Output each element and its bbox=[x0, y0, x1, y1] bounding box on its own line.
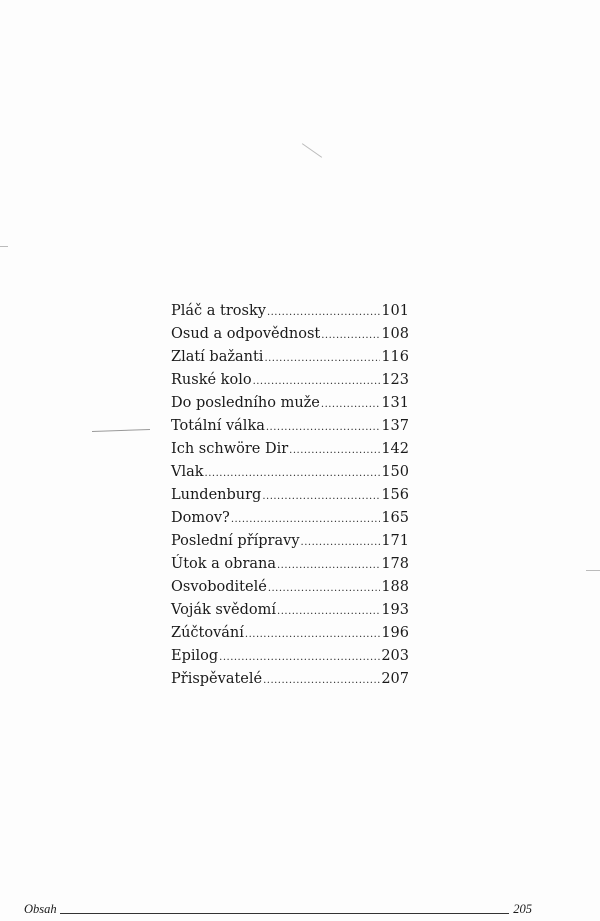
toc-entry bbox=[171, 599, 409, 622]
toc-dot-leader bbox=[277, 600, 380, 623]
footer-rule bbox=[60, 913, 510, 914]
toc-entry bbox=[171, 438, 409, 461]
toc-entry-page-number: 150 bbox=[381, 464, 409, 480]
toc-dot-leader bbox=[321, 393, 380, 416]
toc-entry-page-number: 123 bbox=[381, 372, 409, 388]
toc-entry-page-number: 142 bbox=[381, 441, 409, 457]
toc-entry-page-number: 131 bbox=[381, 395, 409, 411]
toc-dot-leader bbox=[277, 554, 380, 577]
toc-dot-leader bbox=[231, 508, 381, 531]
toc-entry-title: Pláč a trosky bbox=[171, 303, 266, 319]
toc-entry-title: Voják svědomí bbox=[171, 602, 277, 618]
toc-entry-title: Vlak bbox=[171, 464, 204, 480]
toc-entry bbox=[171, 484, 409, 507]
toc-entry-page-number: 196 bbox=[381, 625, 409, 641]
toc-dot-leader bbox=[253, 370, 381, 393]
toc-entry bbox=[171, 392, 409, 415]
toc-dot-leader bbox=[268, 577, 381, 600]
toc-entry-title: Domov? bbox=[171, 510, 230, 526]
toc-dot-leader bbox=[267, 301, 380, 324]
toc-entry bbox=[171, 576, 409, 599]
toc-entry bbox=[171, 645, 409, 668]
toc-entry bbox=[171, 415, 409, 438]
toc-entry-title: Ich schwöre Dir bbox=[171, 441, 289, 457]
toc-entry-title: Epilog bbox=[171, 648, 219, 664]
toc-entry bbox=[171, 622, 409, 645]
toc-entry-page-number: 207 bbox=[381, 671, 409, 687]
toc-entry-page-number: 165 bbox=[381, 510, 409, 526]
toc-dot-leader bbox=[262, 485, 380, 508]
toc-entry bbox=[171, 507, 409, 530]
toc-entry-title: Lundenburg bbox=[171, 487, 262, 503]
toc-entry-title: Ruské kolo bbox=[171, 372, 252, 388]
toc-entry-page-number: 116 bbox=[381, 349, 409, 365]
toc-entry-page-number: 108 bbox=[381, 326, 409, 342]
toc-entry-page-number: 193 bbox=[381, 602, 409, 618]
toc-dot-leader bbox=[263, 669, 380, 692]
toc-dot-leader bbox=[289, 439, 380, 462]
toc-dot-leader bbox=[264, 347, 380, 370]
toc-entry bbox=[171, 369, 409, 392]
toc-dot-leader bbox=[301, 531, 381, 554]
toc-entry-page-number: 137 bbox=[381, 418, 409, 434]
toc-entry bbox=[171, 346, 409, 369]
toc-entry bbox=[171, 323, 409, 346]
toc-dot-leader bbox=[205, 462, 381, 485]
toc-entry-page-number: 188 bbox=[381, 579, 409, 595]
footer-page-number: 205 bbox=[513, 902, 532, 916]
toc-entry-title: Zlatí bažanti bbox=[171, 349, 264, 365]
scan-artifact-line bbox=[92, 429, 150, 432]
toc-entry-title: Osud a odpovědnost bbox=[171, 326, 321, 342]
scan-artifact-line bbox=[586, 570, 600, 571]
toc-entry-page-number: 171 bbox=[381, 533, 409, 549]
toc-entry bbox=[171, 668, 409, 691]
scan-artifact-line bbox=[302, 143, 322, 158]
toc-entry bbox=[171, 553, 409, 576]
toc-dot-leader bbox=[321, 324, 380, 347]
toc-dot-leader bbox=[219, 646, 380, 669]
table-of-contents bbox=[171, 300, 409, 691]
toc-entry-title: Totální válka bbox=[171, 418, 265, 434]
toc-entry-title: Osvoboditelé bbox=[171, 579, 267, 595]
page-footer bbox=[24, 901, 532, 917]
toc-entry-title: Do posledního muže bbox=[171, 395, 320, 411]
toc-entry-page-number: 203 bbox=[381, 648, 409, 664]
toc-entry bbox=[171, 461, 409, 484]
toc-dot-leader bbox=[245, 623, 380, 646]
scan-artifact-line bbox=[0, 246, 8, 247]
toc-entry-title: Zúčtování bbox=[171, 625, 244, 641]
toc-entry bbox=[171, 300, 409, 323]
footer-section-label: Obsah bbox=[24, 902, 57, 916]
toc-entry-page-number: 101 bbox=[381, 303, 409, 319]
toc-entry-page-number: 156 bbox=[381, 487, 409, 503]
toc-dot-leader bbox=[266, 416, 380, 439]
toc-entry bbox=[171, 530, 409, 553]
toc-entry-title: Útok a obrana bbox=[171, 556, 276, 572]
toc-entry-title: Přispěvatelé bbox=[171, 671, 263, 687]
toc-entry-page-number: 178 bbox=[381, 556, 409, 572]
toc-entry-title: Poslední přípravy bbox=[171, 533, 300, 549]
